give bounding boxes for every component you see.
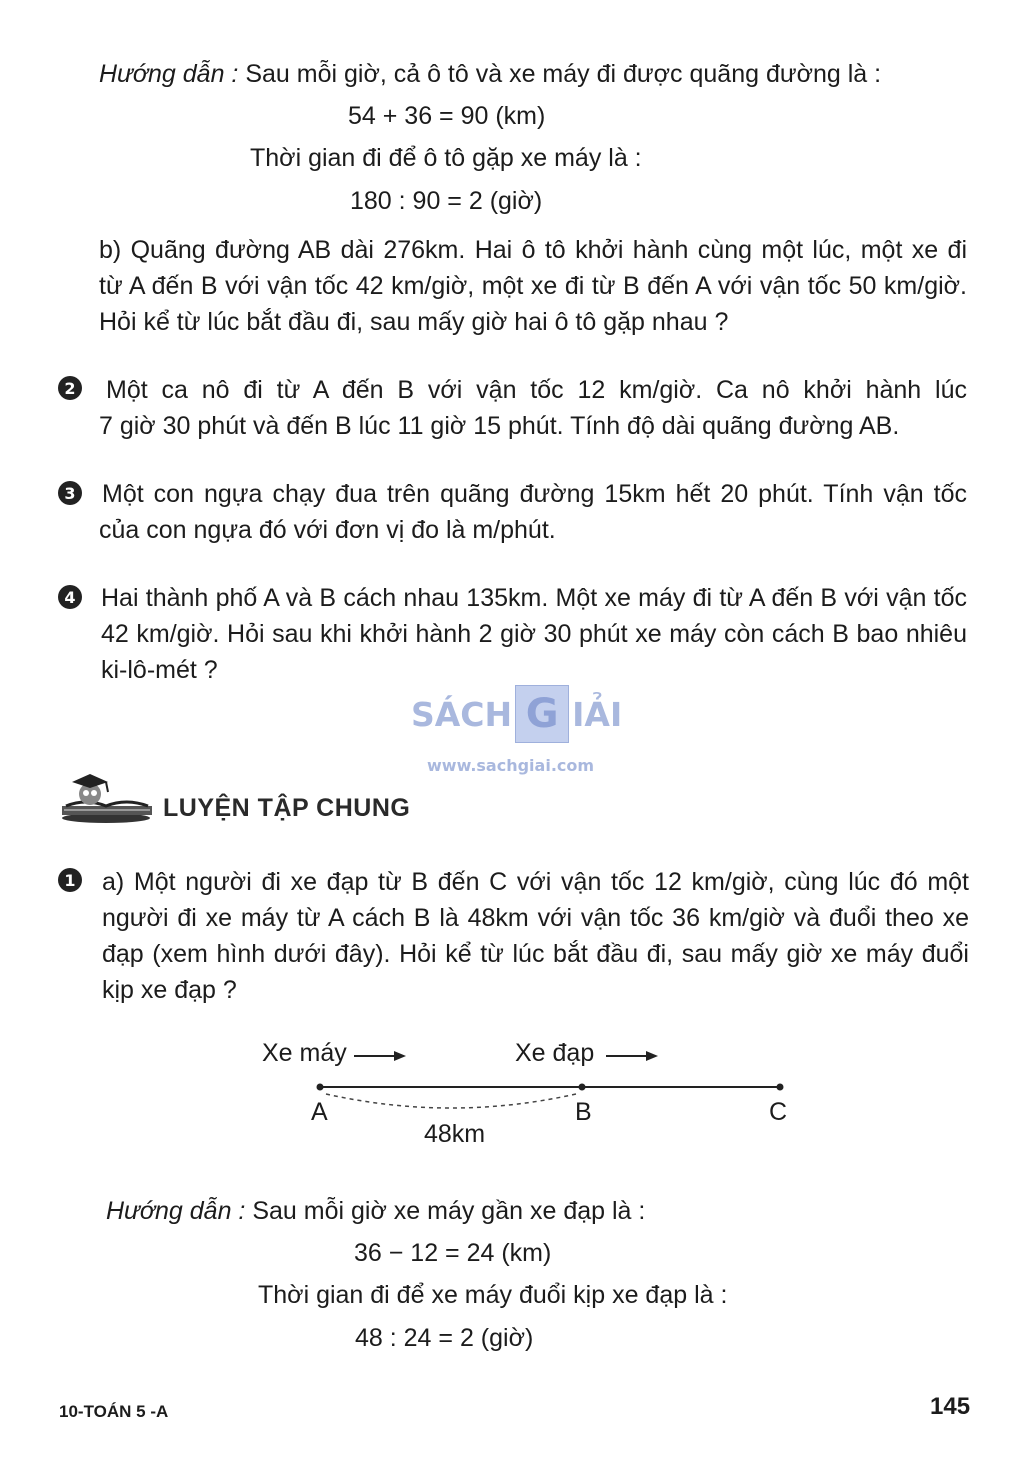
footer-book-code: 10-TOÁN 5 -A [59, 1402, 169, 1421]
guide2-line [106, 1193, 645, 1229]
exercise-4-line-3: ki-lô-mét ? [101, 656, 218, 684]
watermark-box [515, 685, 569, 743]
guide1-equation-1: 54 + 36 = 90 (km) [348, 102, 546, 130]
exercise-3-line-2: của con ngựa đó với đơn vị đo là m/phút. [99, 516, 556, 544]
distance-label: 48km [424, 1120, 486, 1148]
motorbike-arrow-icon [354, 1050, 406, 1062]
guide1-text: Sau mỗi giờ, cả ô tô và xe máy đi được quãng đường là : [245, 60, 882, 88]
route-diagram [310, 1078, 790, 1118]
exercise-4-line-2: 42 km/giờ. Hỏi sau khi khởi hành 2 giờ 30 phút xe máy còn cách B bao nhiêu [101, 620, 967, 648]
point-b-label: B [575, 1098, 592, 1126]
guide1-line-2: Thời gian đi để ô tô gặp xe máy là : [250, 144, 642, 172]
guide2-label: Hướng dẫn : [106, 1197, 246, 1225]
bicycle-arrow-icon [606, 1050, 658, 1062]
practice-1-line-2: người đi xe máy từ A cách B là 48km với vận tốc 36 km/giờ và đuổi theo xe [102, 904, 969, 932]
watermark-left-text: SÁCH [411, 694, 513, 734]
practice-1-line-3: đạp (xem hình dưới đây). Hỏi kể từ lúc bắt đầu đi, sau mấy giờ xe máy đuổi [102, 940, 969, 968]
practice-1-line-1: a) Một người đi xe đạp từ B đến C với vận tốc 12 km/giờ, cùng lúc đó một [102, 868, 969, 896]
bicycle-label: Xe đạp [515, 1039, 595, 1067]
part-b-line-3: Hỏi kể từ lúc bắt đầu đi, sau mấy giờ hai ô tô gặp nhau ? [99, 308, 729, 336]
guide1-label: Hướng dẫn : [99, 60, 239, 88]
guide2-equation-1: 36 − 12 = 24 (km) [354, 1239, 552, 1267]
point-b-dot [579, 1084, 586, 1091]
watermark-logo [411, 686, 622, 742]
point-c-dot [777, 1084, 784, 1091]
exercise-2-number-badge: 2 [58, 376, 82, 400]
guide2-line-2: Thời gian đi để xe máy đuổi kịp xe đạp là : [258, 1281, 728, 1309]
section-title: LUYỆN TẬP CHUNG [163, 794, 411, 822]
guide2-text: Sau mỗi giờ xe máy gần xe đạp là : [252, 1197, 646, 1225]
part-b-line-1: b) Quãng đường AB dài 276km. Hai ô tô khởi hành cùng một lúc, một xe đi [99, 236, 967, 264]
motorbike-label: Xe máy [262, 1039, 347, 1067]
guide2-equation-2: 48 : 24 = 2 (giờ) [355, 1324, 534, 1352]
exercise-3-line-1: Một con ngựa chạy đua trên quãng đường 15km hết 20 phút. Tính vận tốc [102, 480, 967, 508]
page-number: 145 [930, 1393, 971, 1420]
exercise-3-number-badge: 3 [58, 481, 82, 505]
exercise-4-number-badge: 4 [58, 585, 82, 609]
point-a-label: A [311, 1098, 328, 1126]
watermark-url: www.sachgiai.com [427, 756, 595, 775]
guide1-equation-2: 180 : 90 = 2 (giờ) [350, 187, 543, 215]
practice-1-number-badge: 1 [58, 868, 82, 892]
guide1-line [99, 56, 881, 92]
practice-1-line-4: kịp xe đạp ? [102, 976, 237, 1004]
watermark-box-letter: G [525, 691, 559, 737]
exercise-2-line-2: 7 giờ 30 phút và đến B lúc 11 giờ 15 phút. Tính độ dài quãng đường AB. [99, 412, 900, 440]
exercise-2-line-1: Một ca nô đi từ A đến B với vận tốc 12 km/giờ. Ca nô khởi hành lúc [106, 376, 967, 404]
watermark-right-text: IẢI [572, 694, 623, 734]
student-mascot-icon [56, 762, 156, 826]
point-a-dot [317, 1084, 324, 1091]
part-b-line-2: từ A đến B với vận tốc 42 km/giờ, một xe đi từ B đến A với vận tốc 50 km/giờ. [99, 272, 967, 300]
distance-brace [326, 1094, 576, 1108]
point-c-label: C [769, 1098, 788, 1126]
exercise-4-line-1: Hai thành phố A và B cách nhau 135km. Một xe máy đi từ A đến B với vận tốc [101, 584, 967, 612]
